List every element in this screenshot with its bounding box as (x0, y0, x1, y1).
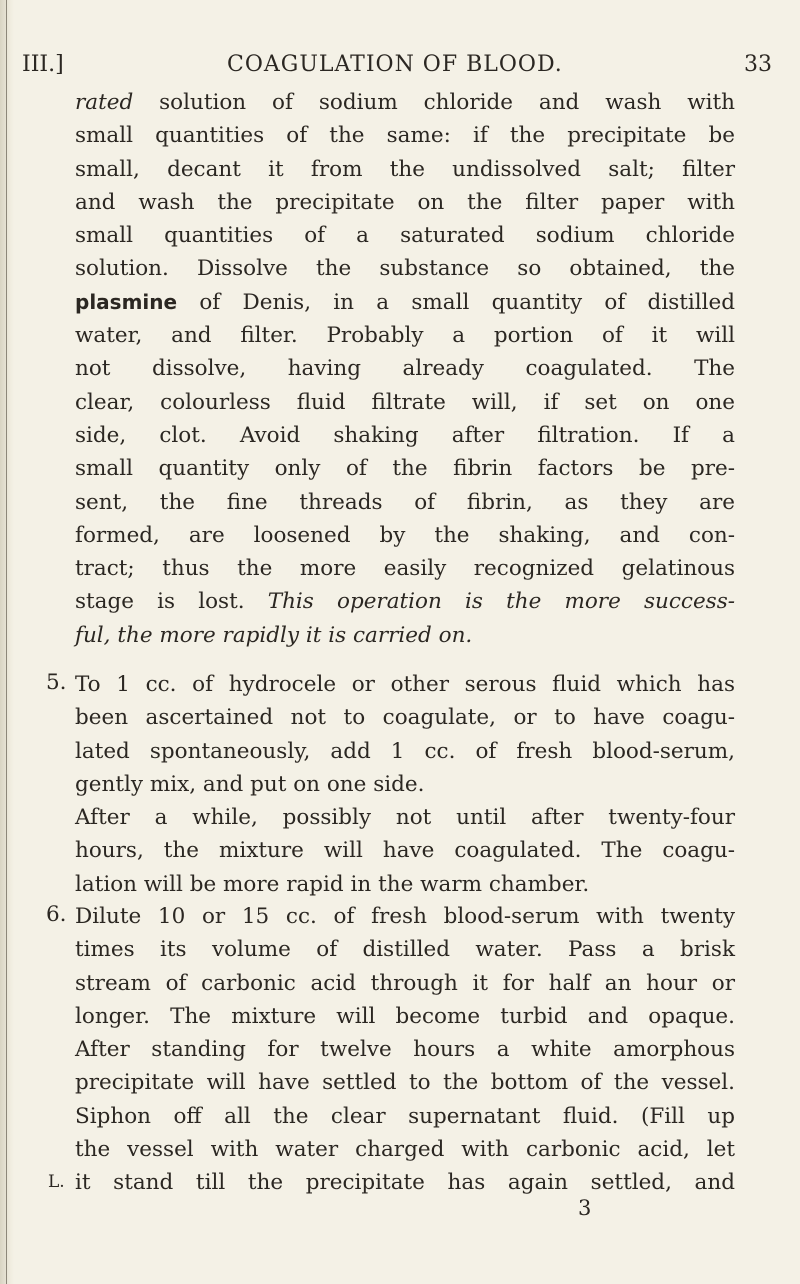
text-line: Siphon off all the clear supernatant fluid. (Fill up (75, 1103, 735, 1129)
text-line (75, 286, 735, 319)
signature-mark: L. (48, 1172, 65, 1192)
text-line: longer. The mixture will become turbid and opaque. (75, 1003, 735, 1029)
text-line (75, 585, 735, 618)
spine-edge-line (6, 0, 7, 1284)
running-header (22, 46, 772, 82)
text-line: lation will be more rapid in the warm chamber. (75, 871, 590, 897)
text-line: small, decant it from the undissolved salt; filter (75, 156, 735, 182)
item-number-5: 5. (46, 670, 67, 695)
text-line: After a while, possibly not until after twenty-four (75, 805, 735, 831)
page-number: 33 (744, 52, 772, 77)
italic-run: This operation is the more success- (267, 589, 735, 615)
book-spine-shadow (0, 0, 14, 1284)
text-line: tract; thus the more easily recognized gelatinous (75, 556, 735, 582)
italic-run: ful, the more rapidly it is carried on. (75, 622, 473, 648)
text-line: small quantities of the same: if the precipitate be (75, 123, 735, 149)
text-line: water, and filter. Probably a portion of it will (75, 323, 735, 349)
chapter-number: III.] (22, 52, 64, 77)
text-line: times its volume of distilled water. Pass a brisk (75, 937, 735, 963)
text-line: formed, are loosened by the shaking, and con- (75, 522, 735, 548)
text-run: solution of sodium chloride and wash with (133, 90, 735, 115)
text-line: it stand till the precipitate has again settled, and (75, 1170, 735, 1196)
text-run: of Denis, in a small quantity of distilled (177, 289, 735, 315)
text-line: small quantities of a saturated sodium chloride (75, 223, 735, 249)
item-5-text (75, 668, 735, 901)
folio-number: 3 (578, 1196, 592, 1220)
text-line (75, 86, 735, 119)
item-6-text (75, 900, 735, 1200)
text-line: and wash the precipitate on the filter paper with (75, 189, 735, 215)
text-line: gently mix, and put on one side. (75, 771, 425, 797)
text-line: precipitate will have settled to the bottom of the vessel. (75, 1070, 735, 1096)
text-line: lated spontaneously, add 1 cc. of fresh blood-serum, (75, 738, 735, 764)
text-line: not dissolve, having already coagulated. The (75, 356, 735, 382)
text-run: stage is lost. (75, 589, 268, 615)
text-line: small quantity only of the fibrin factors be pre- (75, 456, 735, 482)
text-line: After standing for twelve hours a white amorphous (75, 1037, 735, 1063)
text-line: been ascertained not to coagulate, or to have coagu- (75, 705, 735, 731)
text-line: clear, colourless fluid filtrate will, if set on one (75, 389, 735, 415)
text-line: sent, the fine threads of fibrin, as they are (75, 489, 735, 515)
text-line: stream of carbonic acid through it for half an hour or (75, 970, 735, 996)
text-line: side, clot. Avoid shaking after filtration. If a (75, 422, 735, 448)
paragraph-continuation (75, 86, 735, 652)
italic-word: rated (75, 90, 134, 115)
text-line: solution. Dissolve the substance so obtained, the (75, 256, 735, 282)
running-title: COAGULATION OF BLOOD. (227, 52, 563, 77)
text-line: the vessel with water charged with carbonic acid, let (75, 1137, 735, 1163)
text-line: Dilute 10 or 15 cc. of fresh blood-serum with twenty (75, 904, 735, 929)
text-line: hours, the mixture will have coagulated. The coagu- (75, 838, 735, 864)
text-line: To 1 cc. of hydrocele or other serous fluid which has (75, 672, 735, 697)
text-line (75, 619, 735, 652)
bold-term: plasmine (75, 289, 178, 314)
item-number-6: 6. (46, 902, 67, 927)
